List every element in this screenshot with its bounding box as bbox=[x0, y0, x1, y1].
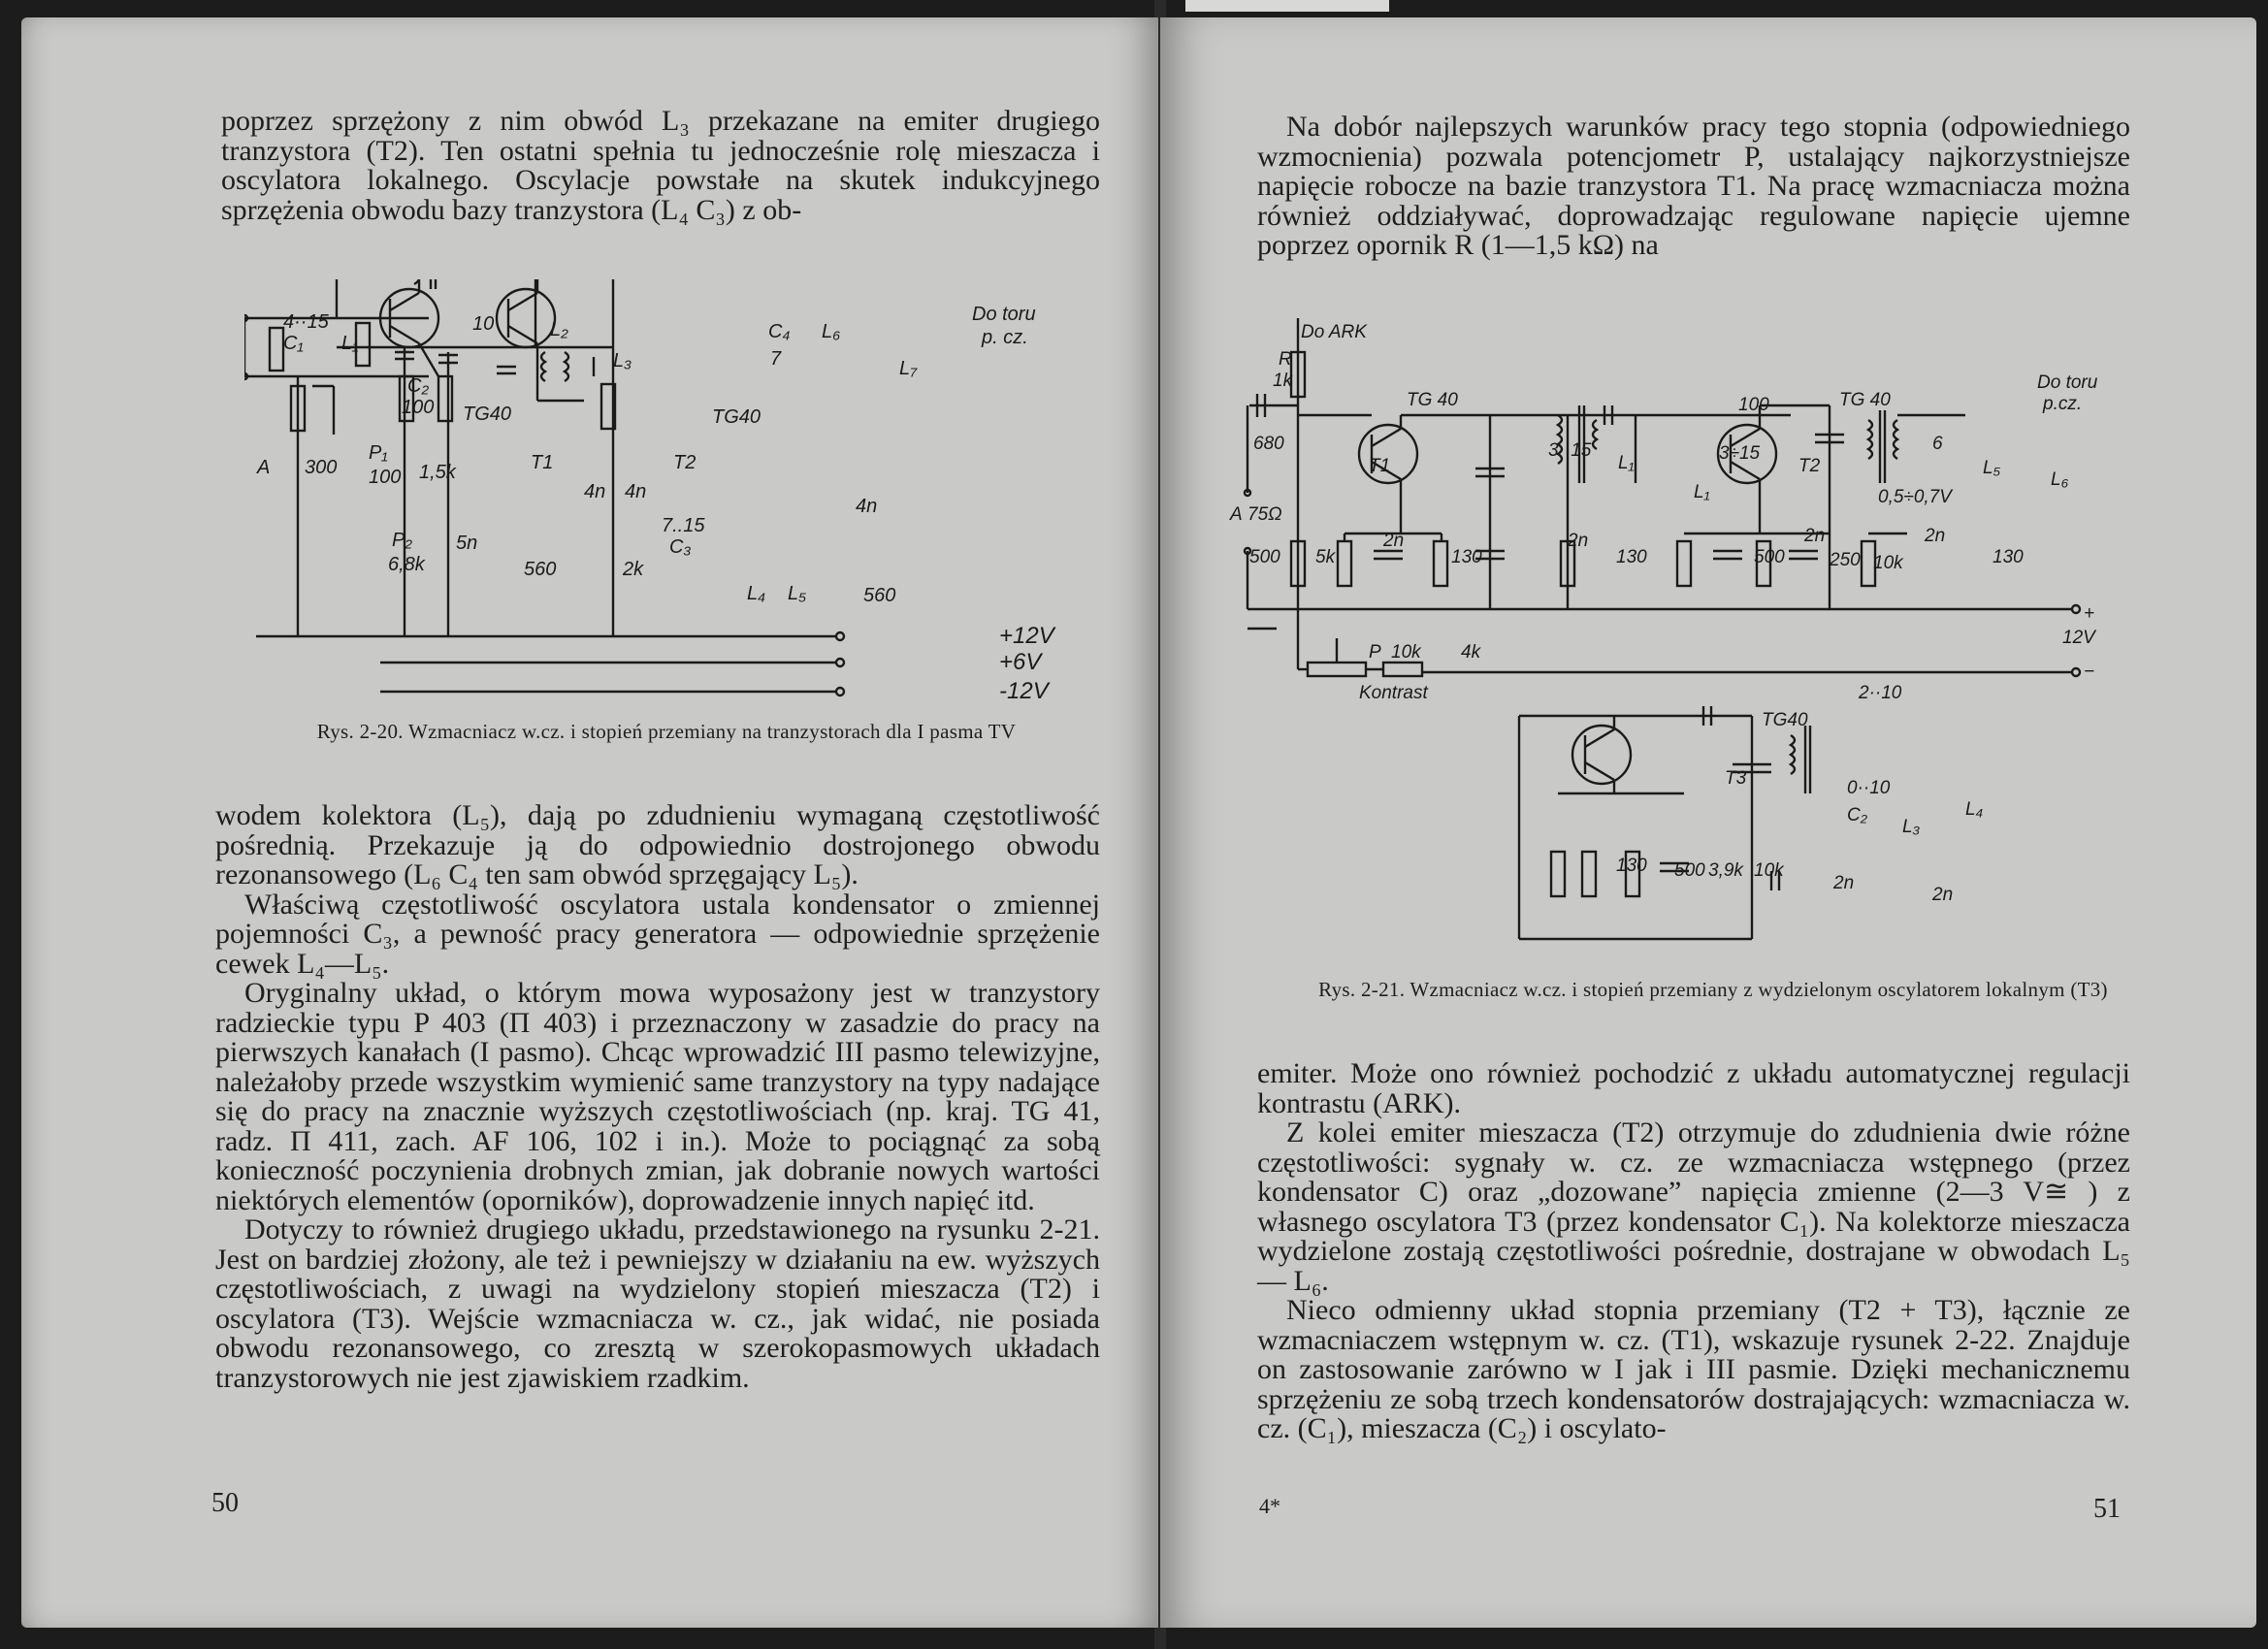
c2-label: C₂ bbox=[407, 375, 430, 397]
c5n-label: 5n bbox=[456, 533, 478, 554]
tg1-label-r: TG 40 bbox=[1407, 390, 1458, 410]
l7-label: L₇ bbox=[899, 358, 918, 379]
r250-label: 250 bbox=[1830, 550, 1861, 570]
r560-label: 560 bbox=[524, 559, 557, 580]
right-figure-caption: Rys. 2-21. Wzmacniacz w.cz. i stopień przemiany z wydzielonym oscylatorem lokalnym (T3) bbox=[1318, 978, 2108, 1001]
c715-label: 7..15 bbox=[662, 515, 705, 536]
c1-label: 4··15 bbox=[283, 311, 329, 333]
rail-minus-label: − bbox=[2084, 662, 2095, 682]
r500c-label: 500 bbox=[1674, 860, 1705, 881]
t3-label: T3 bbox=[1725, 768, 1747, 789]
t1-label: T1 bbox=[531, 452, 554, 473]
t1-label-r: T1 bbox=[1369, 456, 1391, 476]
c2v-label: 100 bbox=[402, 397, 435, 418]
r500b-label: 500 bbox=[1754, 547, 1785, 567]
l3-label: L₃ bbox=[613, 350, 632, 372]
input-a-label-r: A bbox=[1230, 504, 1243, 525]
l6-label-r: L₆ bbox=[2051, 469, 2069, 490]
left-figure-caption: Rys. 2-20. Wzmacniacz w.cz. i stopień przemiany na tranzystorach dla I pasma TV bbox=[316, 720, 1017, 743]
r100-label: 100 bbox=[369, 467, 402, 488]
signature-mark: 4* bbox=[1259, 1494, 1280, 1518]
ark-label: Do ARK bbox=[1301, 322, 1367, 342]
c2n-label: 2n bbox=[1383, 531, 1405, 551]
input-a-label: A bbox=[257, 457, 271, 478]
left-bottom-paragraph bbox=[215, 801, 1100, 1393]
r130-label: 130 bbox=[1451, 547, 1482, 567]
c2nd-label: 2n bbox=[1925, 526, 1946, 546]
output-label-1: Do toru bbox=[972, 304, 1036, 325]
rail-12v-label: 12V bbox=[2062, 628, 2095, 648]
c4n1-label: 4n bbox=[584, 481, 606, 502]
c3-label: C₃ bbox=[669, 536, 692, 558]
tg2-label: TG40 bbox=[712, 406, 761, 428]
output-label-r2: p.cz. bbox=[2043, 394, 2083, 414]
p2-label: P₂ bbox=[392, 530, 412, 551]
left-paragraph-3: Oryginalny układ, o którym mowa wyposażony jest w tranzystory radzieckie typu P 403 (П 403) i przeznaczony w zasadzie do pracy na pierwszych kanałach (I pasmo). Chcąc wprowadzić III pasmo telewizyjne, należałoby przede wszystkim wymienić same tranzystory na typy nadające się do pracy na znacznie wyższych częstotliwościach (np. kraj. TG 41, radz. П 411, zach. AF 106, 102 i in.). Może to pociągnąć za sobą konieczność poczynienia drobnych zmian, jak dobranie nowych wartości niektórych elementów (oporników), doprowadzenie innych napięć itd. bbox=[215, 977, 1100, 1216]
output-label-r1: Do toru bbox=[2037, 372, 2098, 393]
rail-label-plus12: +12V bbox=[999, 623, 1054, 649]
kontrast-label: Kontrast bbox=[1359, 683, 1428, 703]
r10k-label: 10k bbox=[1873, 553, 1903, 573]
p1-label: P₁ bbox=[369, 442, 388, 464]
c2nf-label: 2n bbox=[1932, 885, 1954, 905]
t2-label: T2 bbox=[673, 452, 697, 473]
c315b-label: 3÷15 bbox=[1719, 443, 1761, 464]
right-paragraph-3: Nieco odmienny układ stopnia przemiany (T2 + T3), łącznie ze wzmacniaczem wstępnym w. cz. (T1), wskazuje rysunek 2-22. Znajduje on zastosowanie zarówno w I jak i III pasmie. Dzięki mechanicznemu sprzężeniu ze sobą trzech kondensatorów dostrajających: wzmacniacza w. cz. (C₁), mieszacza (C₂) i oscylato- bbox=[1257, 1294, 2130, 1444]
right-paragraph-1: emiter. Może ono również pochodzić z układu automatycznej regulacji kontrastu (ARK). bbox=[1257, 1057, 2130, 1119]
l2-label: L₂ bbox=[550, 319, 568, 340]
r130b-label: 130 bbox=[1616, 547, 1647, 567]
t2-label-r: T2 bbox=[1798, 456, 1821, 476]
right-top-text: Na dobór najlepszych warunków pracy tego stopnia (odpowiedniego wzmocnienia) pozwala potencjometr P, ustalający najkorzystniejsze napięcie robocze na bazie tranzystora T1. Na pracę wzmacniacza można również oddziaływać, doprowadzając regulowane napięcie ujemne poprzez opornik R (1—1,5 kΩ) na bbox=[1257, 111, 2130, 261]
circuit-labels-2-21 bbox=[1160, 17, 2256, 987]
rail-label-plus6: +6V bbox=[999, 649, 1042, 675]
r1k-label: 1k bbox=[1273, 371, 1293, 391]
l3-label-r: L₃ bbox=[1902, 817, 1921, 837]
left-page bbox=[21, 17, 1158, 1628]
c2nb-label: 2n bbox=[1568, 531, 1589, 551]
l4-label: L₄ bbox=[747, 583, 766, 604]
c4n3-label: 4n bbox=[856, 496, 878, 517]
l2c-label: 10 bbox=[472, 313, 495, 335]
l5-label: L₅ bbox=[788, 583, 807, 604]
circuit-labels-2-20 bbox=[21, 17, 1158, 755]
left-paragraph-1: wodem kolektora (L₅), dają po zdudnieniu wymaganą częstotliwość pośrednią. Przekazuje ją do odpowiednio dostrojonego obwodu rezonansowego (L₆ C₄ ten sam obwód sprzęgający L₅). bbox=[215, 799, 1100, 890]
l1b-label: L₁ bbox=[1694, 482, 1710, 502]
c100-label: 100 bbox=[1738, 395, 1769, 415]
r15k-label: 1,5k bbox=[419, 462, 456, 483]
r130d-label: 130 bbox=[1616, 856, 1647, 876]
r2k-label: 2k bbox=[623, 559, 644, 580]
c315-label: 3··15 bbox=[1548, 440, 1592, 461]
r10kb-label: 10k bbox=[1754, 860, 1784, 881]
tg3-label: TG40 bbox=[1762, 710, 1808, 730]
right-page-number: 51 bbox=[2093, 1494, 2121, 1524]
paper-tab bbox=[1185, 0, 1389, 12]
c210-label: 2··10 bbox=[1859, 683, 1902, 703]
r68k-label: 6,8k bbox=[388, 554, 425, 575]
left-paragraph-2: Właściwą częstotliwość oscylatora ustala kondensator o zmiennej pojemności C₃, a pewność pracy generatora — odpowiednie sprzężenie cewek L₄—L₅. bbox=[215, 888, 1100, 980]
r500-label: 500 bbox=[1249, 547, 1280, 567]
output-label-2: p. cz. bbox=[982, 327, 1028, 348]
c010-label: 0··10 bbox=[1847, 778, 1891, 798]
pot-10k-label: 10k bbox=[1391, 642, 1421, 663]
l6-label: L₆ bbox=[822, 321, 841, 342]
pot-p-label: P bbox=[1369, 642, 1381, 663]
r75-label: 75Ω bbox=[1247, 504, 1282, 525]
r5k-label: 5k bbox=[1315, 547, 1336, 567]
c4-label: C₄ bbox=[768, 321, 791, 342]
c2nc-label: 2n bbox=[1804, 526, 1826, 546]
voltage-label: 0,5÷0,7V bbox=[1878, 487, 1952, 507]
r39k-label: 3,9k bbox=[1708, 860, 1743, 881]
c680-label: 680 bbox=[1253, 434, 1284, 454]
l4-label-r: L₄ bbox=[1965, 799, 1984, 820]
r560b-label: 560 bbox=[863, 585, 896, 606]
r-label: R bbox=[1279, 349, 1292, 370]
left-paragraph-4: Dotyczy to również drugiego układu, przedstawionego na rysunku 2-21. Jest on bardziej złożony, ale też i pewniejszy w działaniu na ew. wyższych częstotliwościach, z uwagi na wydzielony stopień mieszacza (T2) i oscylatora (T3). Wejście wzmacniacza w. cz., jak widać, nie posiada obwodu rezonansowego, co zresztą w szerokopasmowych układach tranzystorowych nie jest zjawiskiem rzadkim. bbox=[215, 1213, 1100, 1394]
tg1-label: TG40 bbox=[463, 404, 512, 425]
r300-label: 300 bbox=[305, 457, 338, 478]
left-page-number: 50 bbox=[211, 1488, 239, 1518]
right-paragraph-2: Z kolei emiter mieszacza (T2) otrzymuje do zdudnienia dwie różne częstotliwości: sygnały w. cz. ze wzmacniacza wstępnego (przez kondensator C) oraz „dozowane” napięcia zmienne (2—3 V≅ ) z własnego oscylatora T3 (przez kondensator C₁). Na kolektorze mieszacza wydzielone zostają częstotliwości pośrednie, dostrajane w obwodach L₅ — L₆. bbox=[1257, 1116, 2130, 1297]
l1-label: L₁ bbox=[341, 333, 359, 354]
c2ne-label: 2n bbox=[1833, 873, 1855, 893]
left-top-text: poprzez sprzężony z nim obwód L₃ przekazane na emiter drugiego tranzystora (T2). Ten ostatni spełnia tu jednocześnie rolę mieszacza i oscylatora lokalnego. Oscylacje powstałe na skutek indukcyjnego sprzężenia obwodu bazy tranzystora (L₄ C₃) z ob- bbox=[221, 105, 1100, 226]
rail-plus-label: + bbox=[2084, 603, 2095, 624]
rail-label-minus12: -12V bbox=[999, 678, 1049, 704]
c7-label: 7 bbox=[770, 348, 782, 370]
right-bottom-paragraph bbox=[1257, 1059, 2130, 1444]
c2-label-r: C₂ bbox=[1847, 805, 1867, 825]
r130c-label: 130 bbox=[1993, 547, 2024, 567]
right-page bbox=[1160, 17, 2256, 1628]
r4k-label: 4k bbox=[1461, 642, 1481, 663]
l1-label-r: L₁ bbox=[1618, 453, 1635, 473]
c6-label: 6 bbox=[1932, 434, 1943, 454]
c4n2-label: 4n bbox=[625, 481, 647, 502]
tg2-label-r: TG 40 bbox=[1839, 390, 1891, 410]
l5-label-r: L₅ bbox=[1983, 458, 2001, 478]
c1b-label: C₁ bbox=[283, 333, 304, 354]
